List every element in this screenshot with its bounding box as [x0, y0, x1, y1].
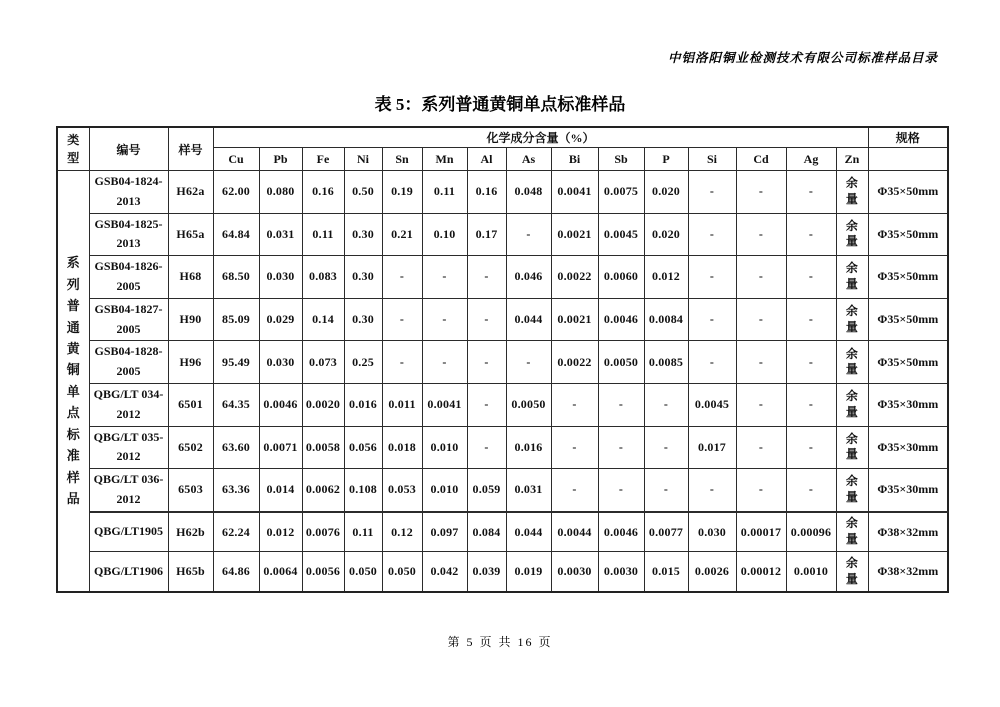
cell-value-pb: 0.0071 — [259, 426, 302, 469]
header-row-top — [57, 127, 948, 148]
type-vertical-label: 系列普通黄铜单点标准样品 — [66, 255, 80, 507]
cell-value-zn — [836, 552, 868, 592]
cell-value-sn: 0.12 — [382, 512, 422, 552]
remainder-label: 余量 — [845, 303, 859, 334]
col-header-element-zn: Zn — [836, 148, 868, 171]
cell-value-ag: - — [786, 298, 836, 341]
cell-sample-number: H96 — [168, 341, 213, 384]
cell-value-ag: - — [786, 171, 836, 214]
cell-code: GSB04-1826-2005 — [89, 256, 168, 299]
cell-value-as: 0.0050 — [506, 383, 551, 426]
remainder-label: 余量 — [845, 346, 859, 377]
col-header-element-cu: Cu — [213, 148, 259, 171]
col-header-element-ag: Ag — [786, 148, 836, 171]
cell-value-bi: - — [551, 383, 598, 426]
col-header-element-as: As — [506, 148, 551, 171]
cell-value-mn: - — [422, 256, 467, 299]
cell-value-sn: 0.053 — [382, 469, 422, 512]
cell-value-fe: 0.0076 — [302, 512, 344, 552]
cell-value-pb: 0.029 — [259, 298, 302, 341]
cell-sample-number: 6502 — [168, 426, 213, 469]
cell-value-pb: 0.012 — [259, 512, 302, 552]
col-header-element-cd: Cd — [736, 148, 786, 171]
col-header-element-sn: Sn — [382, 148, 422, 171]
cell-value-si: 0.0026 — [688, 552, 736, 592]
cell-value-mn: 0.097 — [422, 512, 467, 552]
cell-code: QBG/LT 035-2012 — [89, 426, 168, 469]
standard-sample-table — [56, 126, 949, 593]
cell-value-al: 0.084 — [467, 512, 506, 552]
cell-value-cd: - — [736, 383, 786, 426]
cell-value-bi: - — [551, 426, 598, 469]
cell-value-pb: 0.030 — [259, 256, 302, 299]
table-row — [57, 341, 948, 384]
cell-value-as: - — [506, 213, 551, 256]
cell-value-sb: 0.0046 — [598, 298, 644, 341]
col-header-chemistry: 化学成分含量（%） — [213, 127, 868, 148]
cell-value-ni: 0.30 — [344, 298, 382, 341]
cell-value-fe: 0.14 — [302, 298, 344, 341]
cell-value-cu: 64.35 — [213, 383, 259, 426]
cell-value-al: 0.039 — [467, 552, 506, 592]
cell-value-pb: 0.0046 — [259, 383, 302, 426]
cell-value-al: 0.17 — [467, 213, 506, 256]
table-row — [57, 512, 948, 552]
table-row — [57, 383, 948, 426]
cell-value-mn: 0.10 — [422, 213, 467, 256]
cell-value-si: 0.017 — [688, 426, 736, 469]
cell-value-cd: 0.00012 — [736, 552, 786, 592]
cell-value-p: - — [644, 383, 688, 426]
cell-value-cu: 68.50 — [213, 256, 259, 299]
table-row — [57, 171, 948, 214]
col-header-element-mn: Mn — [422, 148, 467, 171]
remainder-label: 余量 — [845, 176, 859, 206]
cell-value-mn: 0.042 — [422, 552, 467, 592]
cell-value-cu: 95.49 — [213, 341, 259, 384]
cell-value-zn — [836, 171, 868, 214]
cell-spec: Φ38×32mm — [868, 512, 948, 552]
cell-value-cu: 62.24 — [213, 512, 259, 552]
document-header: 中铝洛阳铜业检测技术有限公司标准样品目录 — [667, 51, 938, 65]
cell-value-sn: 0.011 — [382, 383, 422, 426]
cell-value-pb: 0.0064 — [259, 552, 302, 592]
cell-value-as: - — [506, 341, 551, 384]
cell-code: QBG/LT1905 — [89, 512, 168, 552]
cell-value-sb: 0.0050 — [598, 341, 644, 384]
col-header-element-sb: Sb — [598, 148, 644, 171]
cell-value-bi: 0.0021 — [551, 298, 598, 341]
cell-value-cd: - — [736, 341, 786, 384]
cell-value-al: - — [467, 341, 506, 384]
col-header-element-bi: Bi — [551, 148, 598, 171]
cell-code: GSB04-1827-2005 — [89, 298, 168, 341]
cell-value-zn — [836, 426, 868, 469]
cell-value-ag: 0.00096 — [786, 512, 836, 552]
cell-value-sb: 0.0060 — [598, 256, 644, 299]
cell-spec: Φ35×30mm — [868, 426, 948, 469]
cell-value-ag: - — [786, 469, 836, 512]
cell-value-si: - — [688, 256, 736, 299]
cell-code: QBG/LT 036-2012 — [89, 469, 168, 512]
cell-value-fe: 0.073 — [302, 341, 344, 384]
cell-value-as: 0.046 — [506, 256, 551, 299]
cell-code: QBG/LT 034-2012 — [89, 383, 168, 426]
cell-code: GSB04-1825-2013 — [89, 213, 168, 256]
cell-value-as: 0.019 — [506, 552, 551, 592]
cell-value-bi: 0.0022 — [551, 341, 598, 384]
cell-value-ag: - — [786, 426, 836, 469]
remainder-label: 余量 — [845, 261, 859, 291]
cell-value-si: 0.0045 — [688, 383, 736, 426]
table-row — [57, 213, 948, 256]
col-header-element-p: P — [644, 148, 688, 171]
cell-value-sn: - — [382, 341, 422, 384]
cell-code: GSB04-1824-2013 — [89, 171, 168, 214]
cell-value-cu: 64.84 — [213, 213, 259, 256]
cell-value-zn — [836, 213, 868, 256]
cell-value-ni: 0.11 — [344, 512, 382, 552]
cell-value-ni: 0.016 — [344, 383, 382, 426]
cell-value-si: - — [688, 213, 736, 256]
cell-value-p: - — [644, 469, 688, 512]
cell-sample-number: H65a — [168, 213, 213, 256]
cell-value-fe: 0.0062 — [302, 469, 344, 512]
table-row — [57, 469, 948, 512]
cell-value-as: 0.048 — [506, 171, 551, 214]
remainder-label: 余量 — [845, 516, 859, 546]
cell-value-mn: - — [422, 341, 467, 384]
cell-value-p: - — [644, 426, 688, 469]
cell-value-cu: 64.86 — [213, 552, 259, 592]
cell-spec: Φ35×50mm — [868, 171, 948, 214]
cell-value-fe: 0.0056 — [302, 552, 344, 592]
cell-value-ni: 0.25 — [344, 341, 382, 384]
table-row — [57, 426, 948, 469]
cell-spec: Φ35×50mm — [868, 256, 948, 299]
cell-code: GSB04-1828-2005 — [89, 341, 168, 384]
cell-value-si: - — [688, 469, 736, 512]
col-header-spec: 规格 — [868, 127, 948, 148]
cell-sample-number: H68 — [168, 256, 213, 299]
cell-spec: Φ35×50mm — [868, 298, 948, 341]
cell-sample-number: H62b — [168, 512, 213, 552]
cell-value-fe: 0.0058 — [302, 426, 344, 469]
cell-value-cd: - — [736, 213, 786, 256]
cell-value-bi: 0.0044 — [551, 512, 598, 552]
cell-value-bi: 0.0022 — [551, 256, 598, 299]
cell-value-zn — [836, 512, 868, 552]
cell-value-ni: 0.050 — [344, 552, 382, 592]
cell-sample-number: H62a — [168, 171, 213, 214]
cell-value-mn: 0.11 — [422, 171, 467, 214]
col-header-element-al: Al — [467, 148, 506, 171]
cell-value-sb: 0.0075 — [598, 171, 644, 214]
cell-value-sn: 0.018 — [382, 426, 422, 469]
cell-value-ag: 0.0010 — [786, 552, 836, 592]
cell-value-as: 0.031 — [506, 469, 551, 512]
cell-value-sb: 0.0030 — [598, 552, 644, 592]
cell-value-cd: 0.00017 — [736, 512, 786, 552]
cell-value-si: - — [688, 298, 736, 341]
cell-value-zn — [836, 341, 868, 384]
cell-value-fe: 0.0020 — [302, 383, 344, 426]
cell-sample-number: H65b — [168, 552, 213, 592]
remainder-label: 余量 — [845, 431, 859, 462]
cell-value-al: - — [467, 426, 506, 469]
cell-value-p: 0.0084 — [644, 298, 688, 341]
cell-type-group — [57, 171, 89, 592]
cell-value-ni: 0.056 — [344, 426, 382, 469]
cell-value-ni: 0.30 — [344, 256, 382, 299]
cell-value-p: 0.0077 — [644, 512, 688, 552]
cell-spec: Φ35×50mm — [868, 341, 948, 384]
cell-value-cu: 85.09 — [213, 298, 259, 341]
col-header-sample: 样号 — [168, 127, 213, 171]
cell-value-zn — [836, 256, 868, 299]
cell-spec: Φ35×30mm — [868, 383, 948, 426]
col-header-type — [57, 127, 89, 171]
cell-value-mn: 0.010 — [422, 469, 467, 512]
cell-value-zn — [836, 383, 868, 426]
cell-value-al: 0.16 — [467, 171, 506, 214]
remainder-label: 余量 — [845, 555, 859, 586]
page-footer: 第 5 页 共 16 页 — [447, 635, 553, 649]
cell-value-sn: - — [382, 256, 422, 299]
remainder-label: 余量 — [845, 389, 859, 419]
cell-value-fe: 0.083 — [302, 256, 344, 299]
cell-value-sn: - — [382, 298, 422, 341]
col-header-element-ni: Ni — [344, 148, 382, 171]
page-title: 表 5：系列普通黄铜单点标准样品 — [374, 95, 626, 114]
cell-value-as: 0.044 — [506, 298, 551, 341]
cell-value-ni: 0.50 — [344, 171, 382, 214]
cell-sample-number: 6503 — [168, 469, 213, 512]
table-row — [57, 552, 948, 592]
cell-value-ag: - — [786, 341, 836, 384]
cell-value-ag: - — [786, 256, 836, 299]
cell-code: QBG/LT1906 — [89, 552, 168, 592]
cell-value-cd: - — [736, 426, 786, 469]
cell-value-cu: 62.00 — [213, 171, 259, 214]
cell-value-sn: 0.19 — [382, 171, 422, 214]
cell-value-cd: - — [736, 298, 786, 341]
cell-value-cd: - — [736, 171, 786, 214]
cell-value-ni: 0.30 — [344, 213, 382, 256]
cell-value-bi: 0.0041 — [551, 171, 598, 214]
cell-spec: Φ38×32mm — [868, 552, 948, 592]
cell-value-al: 0.059 — [467, 469, 506, 512]
cell-value-sb: 0.0045 — [598, 213, 644, 256]
cell-value-p: 0.020 — [644, 213, 688, 256]
col-header-element-fe: Fe — [302, 148, 344, 171]
cell-value-bi: 0.0030 — [551, 552, 598, 592]
cell-value-as: 0.016 — [506, 426, 551, 469]
cell-value-ag: - — [786, 213, 836, 256]
cell-value-mn: 0.010 — [422, 426, 467, 469]
cell-value-sn: 0.21 — [382, 213, 422, 256]
cell-value-fe: 0.16 — [302, 171, 344, 214]
col-header-code: 编号 — [89, 127, 168, 171]
cell-value-si: - — [688, 171, 736, 214]
cell-value-si: 0.030 — [688, 512, 736, 552]
table-row — [57, 256, 948, 299]
cell-value-pb: 0.014 — [259, 469, 302, 512]
cell-value-p: 0.0085 — [644, 341, 688, 384]
cell-value-pb: 0.031 — [259, 213, 302, 256]
cell-sample-number: 6501 — [168, 383, 213, 426]
cell-value-sb: - — [598, 383, 644, 426]
cell-value-p: 0.015 — [644, 552, 688, 592]
cell-value-sb: 0.0046 — [598, 512, 644, 552]
col-header-element-si: Si — [688, 148, 736, 171]
cell-value-si: - — [688, 341, 736, 384]
cell-value-cu: 63.60 — [213, 426, 259, 469]
cell-value-p: 0.012 — [644, 256, 688, 299]
cell-value-pb: 0.030 — [259, 341, 302, 384]
cell-value-sb: - — [598, 426, 644, 469]
cell-value-sb: - — [598, 469, 644, 512]
cell-value-al: - — [467, 298, 506, 341]
cell-value-bi: - — [551, 469, 598, 512]
cell-value-ni: 0.108 — [344, 469, 382, 512]
cell-value-ag: - — [786, 383, 836, 426]
cell-value-as: 0.044 — [506, 512, 551, 552]
cell-value-cd: - — [736, 256, 786, 299]
cell-value-bi: 0.0021 — [551, 213, 598, 256]
cell-value-al: - — [467, 383, 506, 426]
remainder-label: 余量 — [845, 218, 859, 249]
col-header-spec-empty — [868, 148, 948, 171]
cell-value-cd: - — [736, 469, 786, 512]
cell-value-mn: 0.0041 — [422, 383, 467, 426]
cell-value-cu: 63.36 — [213, 469, 259, 512]
cell-sample-number: H90 — [168, 298, 213, 341]
cell-value-sn: 0.050 — [382, 552, 422, 592]
table-row — [57, 298, 948, 341]
cell-spec: Φ35×50mm — [868, 213, 948, 256]
cell-value-pb: 0.080 — [259, 171, 302, 214]
cell-value-al: - — [467, 256, 506, 299]
cell-value-mn: - — [422, 298, 467, 341]
cell-value-p: 0.020 — [644, 171, 688, 214]
col-header-type-label: 类型 — [67, 133, 80, 165]
cell-value-zn — [836, 469, 868, 512]
col-header-element-pb: Pb — [259, 148, 302, 171]
cell-spec: Φ35×30mm — [868, 469, 948, 512]
cell-value-fe: 0.11 — [302, 213, 344, 256]
cell-value-zn — [836, 298, 868, 341]
remainder-label: 余量 — [845, 474, 859, 504]
